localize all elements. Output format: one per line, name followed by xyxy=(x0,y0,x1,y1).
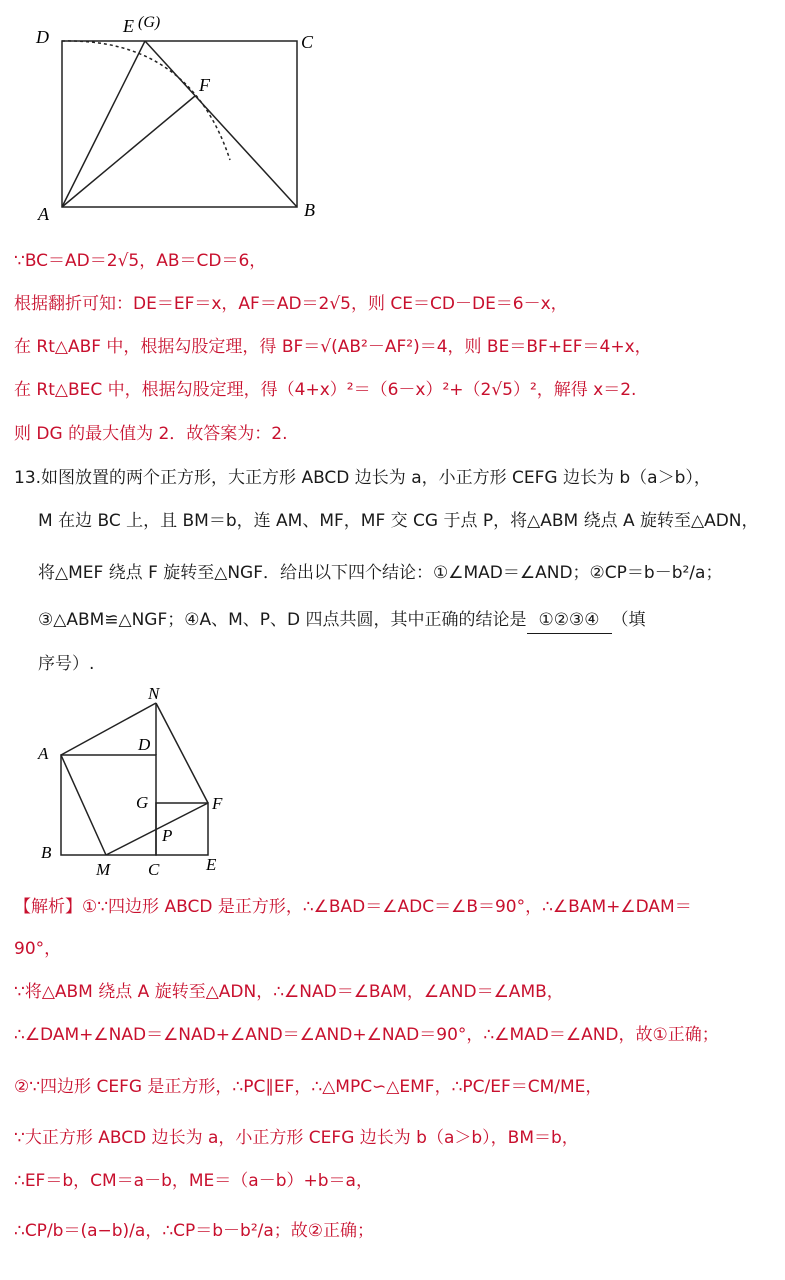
label-p: P xyxy=(162,826,173,845)
solution1-line2: 根据翻折可知：DE＝EF＝x，AF＝AD＝2√5，则 CE＝CD－DE＝6－x， xyxy=(14,294,568,314)
answer-blank: ①②③④ xyxy=(527,607,612,634)
label-f: F xyxy=(199,75,210,95)
solution1-line5: 则 DG 的最大值为 2．故答案为：2. xyxy=(14,424,288,444)
solution1-line4: 在 Rt△BEC 中，根据勾股定理，得（4+x）²＝（6－x）²+（2√5）²，解得 x＝2. xyxy=(14,380,637,400)
problem13-line5: 序号）. xyxy=(38,654,95,674)
rectangle-abcd xyxy=(62,41,297,207)
label-m: M xyxy=(96,860,111,879)
problem13-line4 xyxy=(38,607,646,634)
solution2-line5: ②∵四边形 CEFG 是正方形，∴PC∥EF，∴△MPC∽△EMF，∴PC/EF＝CM/ME， xyxy=(14,1077,603,1097)
label-c: C xyxy=(301,32,314,52)
label-c: C xyxy=(148,860,160,879)
label-g: G xyxy=(136,793,149,812)
solution1-line3: 在 Rt△ABF 中，根据勾股定理，得 BF＝√(AB²－AF²)＝4，则 BE＝BF+EF＝4+x， xyxy=(14,337,652,357)
label-d: D xyxy=(36,27,49,47)
solution2-line2: 90°， xyxy=(14,939,62,959)
solution2-line1: 【解析】①∵四边形 ABCD 是正方形，∴∠BAD＝∠ADC＝∠B＝90°，∴∠BAM+∠DAM＝ xyxy=(14,897,692,917)
problem13-line3: 将△MEF 绕点 F 旋转至△NGF．给出以下四个结论：①∠MAD＝∠AND；②CP＝b－b²/a； xyxy=(38,563,723,583)
label-e: E xyxy=(123,16,134,36)
label-a: A xyxy=(38,744,49,763)
label-b: B xyxy=(304,200,315,220)
solution2-line6: ∵大正方形 ABCD 边长为 a，小正方形 CEFG 边长为 b（a＞b），BM＝b， xyxy=(14,1128,579,1148)
figure-rectangle-fold xyxy=(20,8,340,228)
solution2-line4: ∴∠DAM+∠NAD＝∠NAD+∠AND＝∠AND+∠NAD＝90°，∴∠MAD＝∠AND，故①正确； xyxy=(14,1025,719,1045)
segment-nf xyxy=(156,703,208,803)
label-g: (G) xyxy=(138,14,161,31)
solution2-line7: ∴EF＝b，CM＝a－b，ME＝（a－b）+b＝a， xyxy=(14,1171,373,1191)
segment-am xyxy=(61,755,106,855)
label-f: F xyxy=(212,794,223,813)
label-d: D xyxy=(138,735,151,754)
segment-mf xyxy=(106,803,208,855)
dotted-arc xyxy=(62,41,230,160)
problem13-line1: 13.如图放置的两个正方形，大正方形 ABCD 边长为 a，小正方形 CEFG 边长为 b（a＞b）， xyxy=(14,468,711,488)
solution1-line1: ∵BC＝AD＝2√5，AB＝CD＝6， xyxy=(14,251,267,271)
segment-af xyxy=(62,96,195,207)
problem13-line4-suffix: （填 xyxy=(611,610,646,630)
segment-ae xyxy=(62,41,145,207)
label-e: E xyxy=(206,855,217,874)
label-b: B xyxy=(41,843,52,862)
problem13-line4-prefix: ③△ABM≌△NGF；④A、M、P、D 四点共圆，其中正确的结论是 xyxy=(38,610,527,630)
problem13-line2: M 在边 BC 上，且 BM＝b，连 AM、MF，MF 交 CG 于点 P，将△ABM 绕点 A 旋转至△ADN， xyxy=(38,511,759,531)
solution2-line8: ∴CP/b＝(a−b)/a，∴CP＝b－b²/a；故②正确； xyxy=(14,1221,375,1241)
label-a: A xyxy=(38,204,49,224)
label-n: N xyxy=(148,684,160,703)
segment-eb xyxy=(145,41,297,207)
figure-two-squares xyxy=(30,682,240,882)
solution2-line3: ∵将△ABM 绕点 A 旋转至△ADN，∴∠NAD＝∠BAM，∠AND＝∠AMB， xyxy=(14,982,564,1002)
